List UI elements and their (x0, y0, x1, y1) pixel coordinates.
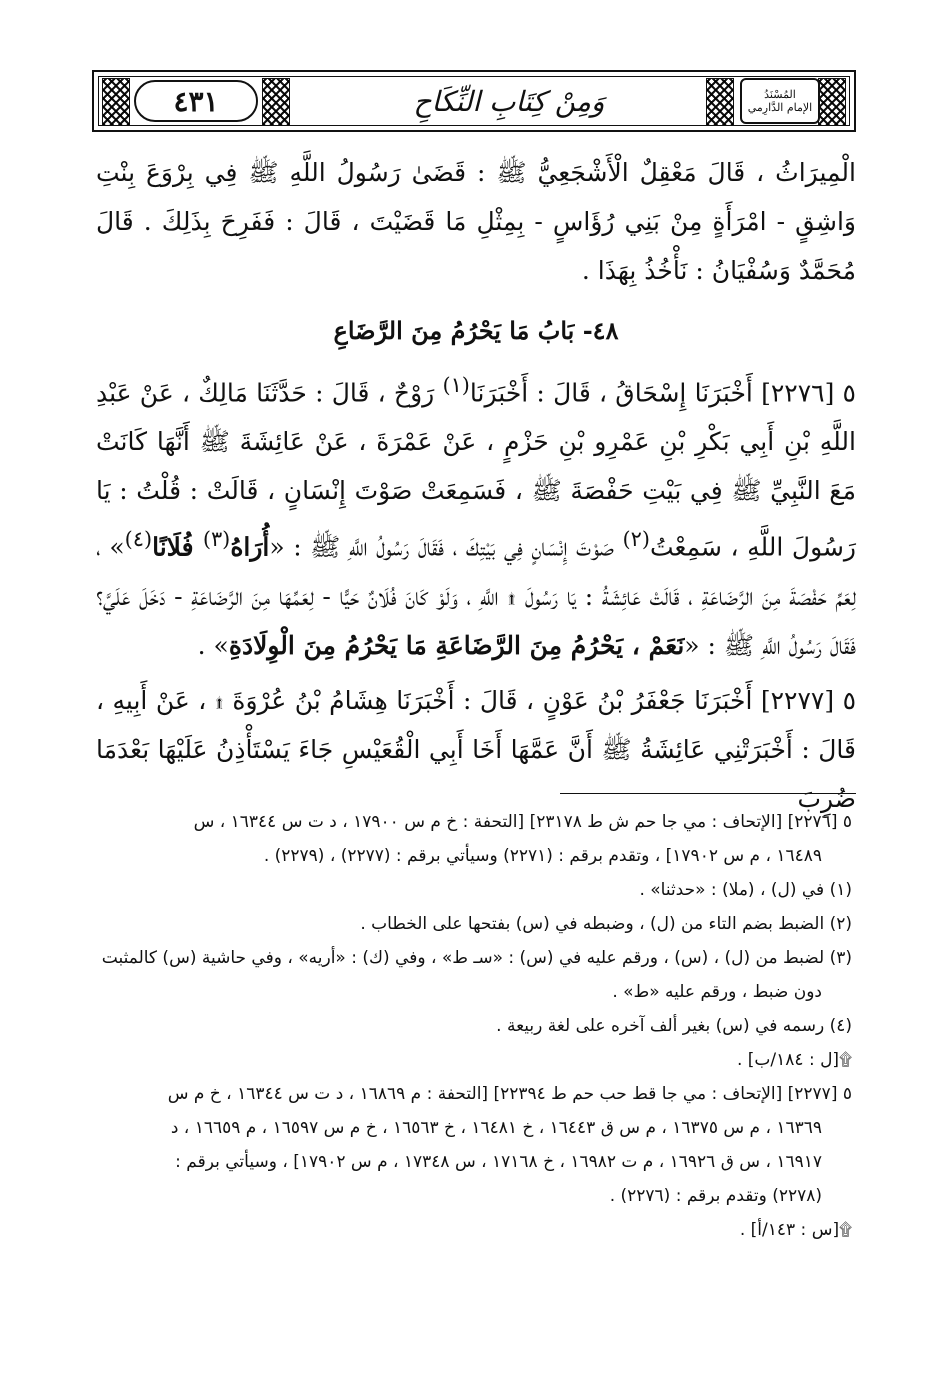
footnote-ref: (٢) (622, 527, 650, 552)
hadith-text: صَوْتَ إِنْسَانٍ فِي بَيْتِكَ ، فَقَالَ رَسُولُ اللَّهِ ﷺ : « (269, 532, 623, 562)
footnote-2277-cont: ١٦٩١٧ ، س ق ١٦٩٢٦ ، م ت ١٦٩٨٢ ، خ ١٧١٦٨ ، س ١٧٣٤٨ ، م س ١٧٩٠٢] ، وسيأتي برقم : (175, 1152, 822, 1172)
seal-text-bottom: الإمام الدَّارِمي (747, 101, 813, 114)
seal-text-top: المُسْنَدُ (764, 88, 796, 101)
prophetic-quote: فُلَانًا (152, 532, 203, 562)
hadith-2276 (96, 361, 856, 670)
footnote-2277-cont: (٢٢٧٨) وتقدم برقم : (٢٢٧٦) . (609, 1186, 822, 1206)
footnote-divider (560, 793, 856, 794)
prophetic-quote: نَعَمْ ، يَحْرُمُ مِنَ الرَّضَاعَةِ مَا يَحْرُمُ مِنَ الْوِلَادَةِ (228, 630, 685, 660)
footnote-ref: (١) (442, 373, 470, 397)
footnote-ref: (٣) (202, 527, 231, 552)
prophetic-quote: أُرَاهُ (230, 532, 270, 562)
footnote-2277-cont: ١٦٣٦٩ ، م س ١٦٣٧٥ ، م س ق ١٦٤٤٣ ، خ ١٦٤٨١ ، خ ١٦٥٦٣ ، خ م س ١٦٥٩٧ ، م ١٦٦٥٩ ، د (170, 1118, 822, 1138)
hadith-text: ٥ [٢٢٧٦] أَخْبَرَنَا إِسْحَاقُ ، قَالَ : أَخْبَرَنَا (469, 378, 856, 408)
hadith-text: » ، لِعَمِّ حَفْصَةَ مِنَ الرَّضَاعَةِ ، قَالَتْ عَائِشَةُ : يَا رَسُولَ ۩ اللَّهِ ، وَلَوْ كَانَ فُلَانٌ حَيًّا - لِعَمِّهَا مِنَ الرَّضَاعَةِ - دَخَلَ عَلَيَّ؟ فَقَالَ رَسُولُ اللَّهِ ﷺ : « (96, 532, 856, 660)
page-number: ٤٣١ (173, 84, 219, 118)
footnote-ref: (٤) (124, 527, 153, 552)
footnote-2276: ٥ [٢٢٧٦] [الإتحاف : مي جا حم ش ط ٢٣١٧٨] [التحفة : خ م س ١٧٩٠٠ ، د ت س ١٦٣٤٤ ، س (193, 812, 852, 832)
book-seal (740, 78, 820, 124)
page-number-box (134, 80, 258, 122)
footnote-2276-cont: ١٦٤٨٩ ، م س ١٧٩٠٢] ، وتقدم برقم : (٢٢٧١) وسيأتي برقم : (٢٢٧٧) ، (٢٢٧٩) . (263, 846, 822, 866)
footnote-3: (٣) لضبط من (ل) ، (س) ، ورقم عليه في (س) : «سـ ط» ، وفي (ك) : «أريه» ، وفي حاشية (س) كالمثبت (101, 948, 852, 968)
manuscript-ref: ۩[س : ١٤٣/أ] . (739, 1220, 852, 1240)
hadith-text: رَوْحٌ ، قَالَ : حَدَّثَنَا مَالِكٌ ، عَنْ عَبْدِ اللَّهِ بْنِ أَبِي بَكْرِ بْنِ عَمْرِو بْنِ حَزْمٍ ، عَنْ عَمْرَةَ ، عَنْ عَائِشَةَ ﷺ أَنَّهَا كَانَتْ مَعَ النَّبِيِّ ﷺ فِي بَيْتِ حَفْصَةَ ﷺ ، فَسَمِعَتْ صَوْتَ إِنْسَانٍ ، قَالَتْ : قُلْتُ : يَا رَسُولَ اللَّهِ ، سَمِعْتُ (96, 378, 857, 562)
ornament-icon (818, 78, 846, 126)
footnote-2277: ٥ [٢٢٧٧] [الإتحاف : مي جا قط حب حم ط ٢٢٣٩٤] [التحفة : م ١٦٨٦٩ ، د ت س ١٦٣٤٤ ، خ م س (167, 1084, 852, 1104)
ornament-icon (262, 78, 290, 126)
page-header (92, 70, 856, 132)
footnote-2: (٢) الضبط بضم التاء من (ل) ، وضبطه في (س) بفتحها على الخطاب . (360, 914, 852, 934)
paragraph-continuation: الْمِيرَاثُ ، قَالَ مَعْقِلٌ الْأَشْجَعِيُّ ﷺ : قَضَىٰ رَسُولُ اللَّهِ ﷺ فِي بِرْوَعَ بِنْتِ وَاشِقٍ - امْرَأَةٍ مِنْ بَنِي رُؤَاسٍ - بِمِثْلِ مَا قَضَيْتَ ، قَالَ : فَفَرِحَ بِذَلِكَ . قَالَ مُحَمَّدٌ وَسُفْيَانُ : نَأْخُذُ بِهَذَا . (96, 158, 856, 285)
footnote-4: (٤) رسمه في (س) بغير ألف آخره على لغة ربيعة . (496, 1016, 852, 1036)
hadith-2277: ٥ [٢٢٧٧] أَخْبَرَنَا جَعْفَرُ بْنُ عَوْنٍ ، قَالَ : أَخْبَرَنَا هِشَامُ بْنُ عُرْوَةَ ۩ ، عَنْ أَبِيهِ ، قَالَ : أَخْبَرَتْنِي عَائِشَةُ ﷺ أَنَّ عَمَّهَا أَخَا أَبِي الْقُعَيْسِ جَاءَ يَسْتَأْذِنُ عَلَيْهَا بَعْدَمَا ضُرِبَ (96, 685, 856, 813)
footnotes (82, 805, 852, 1247)
hadith-text: » . (197, 630, 229, 660)
manuscript-ref: ۩[ل : ١٨٤/ب] . (736, 1050, 852, 1070)
footnote-3-cont: دون ضبط ، ورقم عليه «ط» . (612, 982, 822, 1002)
footnote-1: (١) في (ل) ، (ملا) : «حدثنا» . (639, 880, 852, 900)
chapter-heading: ٤٨- بَابُ مَا يَحْرُمُ مِنَ الرَّضَاعِ (333, 316, 619, 345)
main-text (96, 148, 856, 823)
ornament-icon (102, 78, 130, 126)
running-title: وَمِنْ كِتَابِ النِّكَاحِ (413, 84, 605, 118)
